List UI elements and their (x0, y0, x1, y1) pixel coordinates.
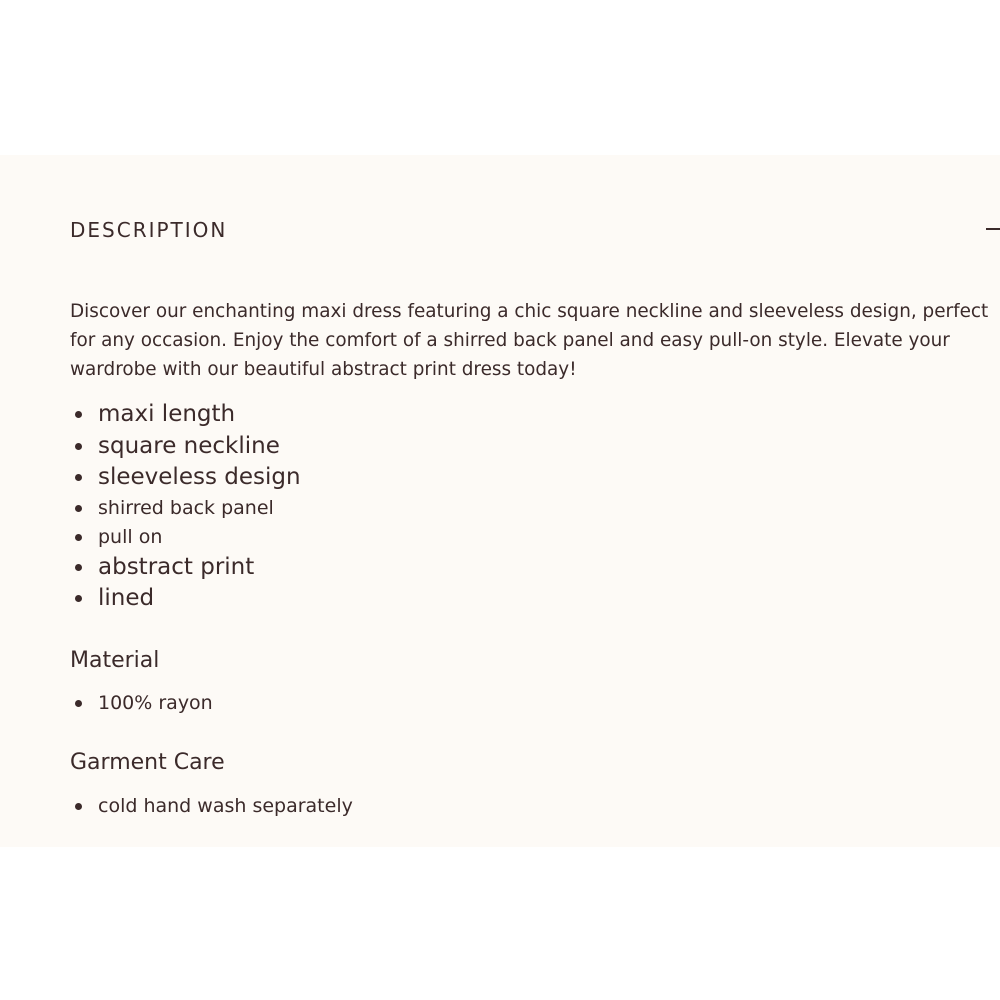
description-text: Discover our enchanting maxi dress featuring a chic square neckline and sleeveless design, perfect for any occasion. Enjoy the comfort of a shirred back panel and easy pull-on style. Elevate your wardrobe with our beautiful abstract print dress today! (70, 301, 989, 380)
list-item: lined (70, 583, 670, 615)
list-item: pull on (70, 523, 670, 552)
list-item: shirred back panel (70, 494, 670, 523)
feature-list (70, 399, 670, 615)
description-accordion-toggle[interactable] (70, 217, 1000, 245)
list-item: cold hand wash separately (70, 792, 670, 821)
description-title: DESCRIPTION (70, 218, 228, 242)
material-list (70, 689, 670, 718)
garment-care-list (70, 792, 670, 821)
list-item: maxi length (70, 399, 670, 431)
list-item: sleeveless design (70, 462, 670, 494)
list-item: 100% rayon (70, 689, 670, 718)
list-item: abstract print (70, 552, 670, 584)
garment-care-heading: Garment Care (70, 750, 225, 775)
list-item: square neckline (70, 431, 670, 463)
minus-icon[interactable] (986, 228, 1000, 230)
material-heading: Material (70, 648, 160, 673)
